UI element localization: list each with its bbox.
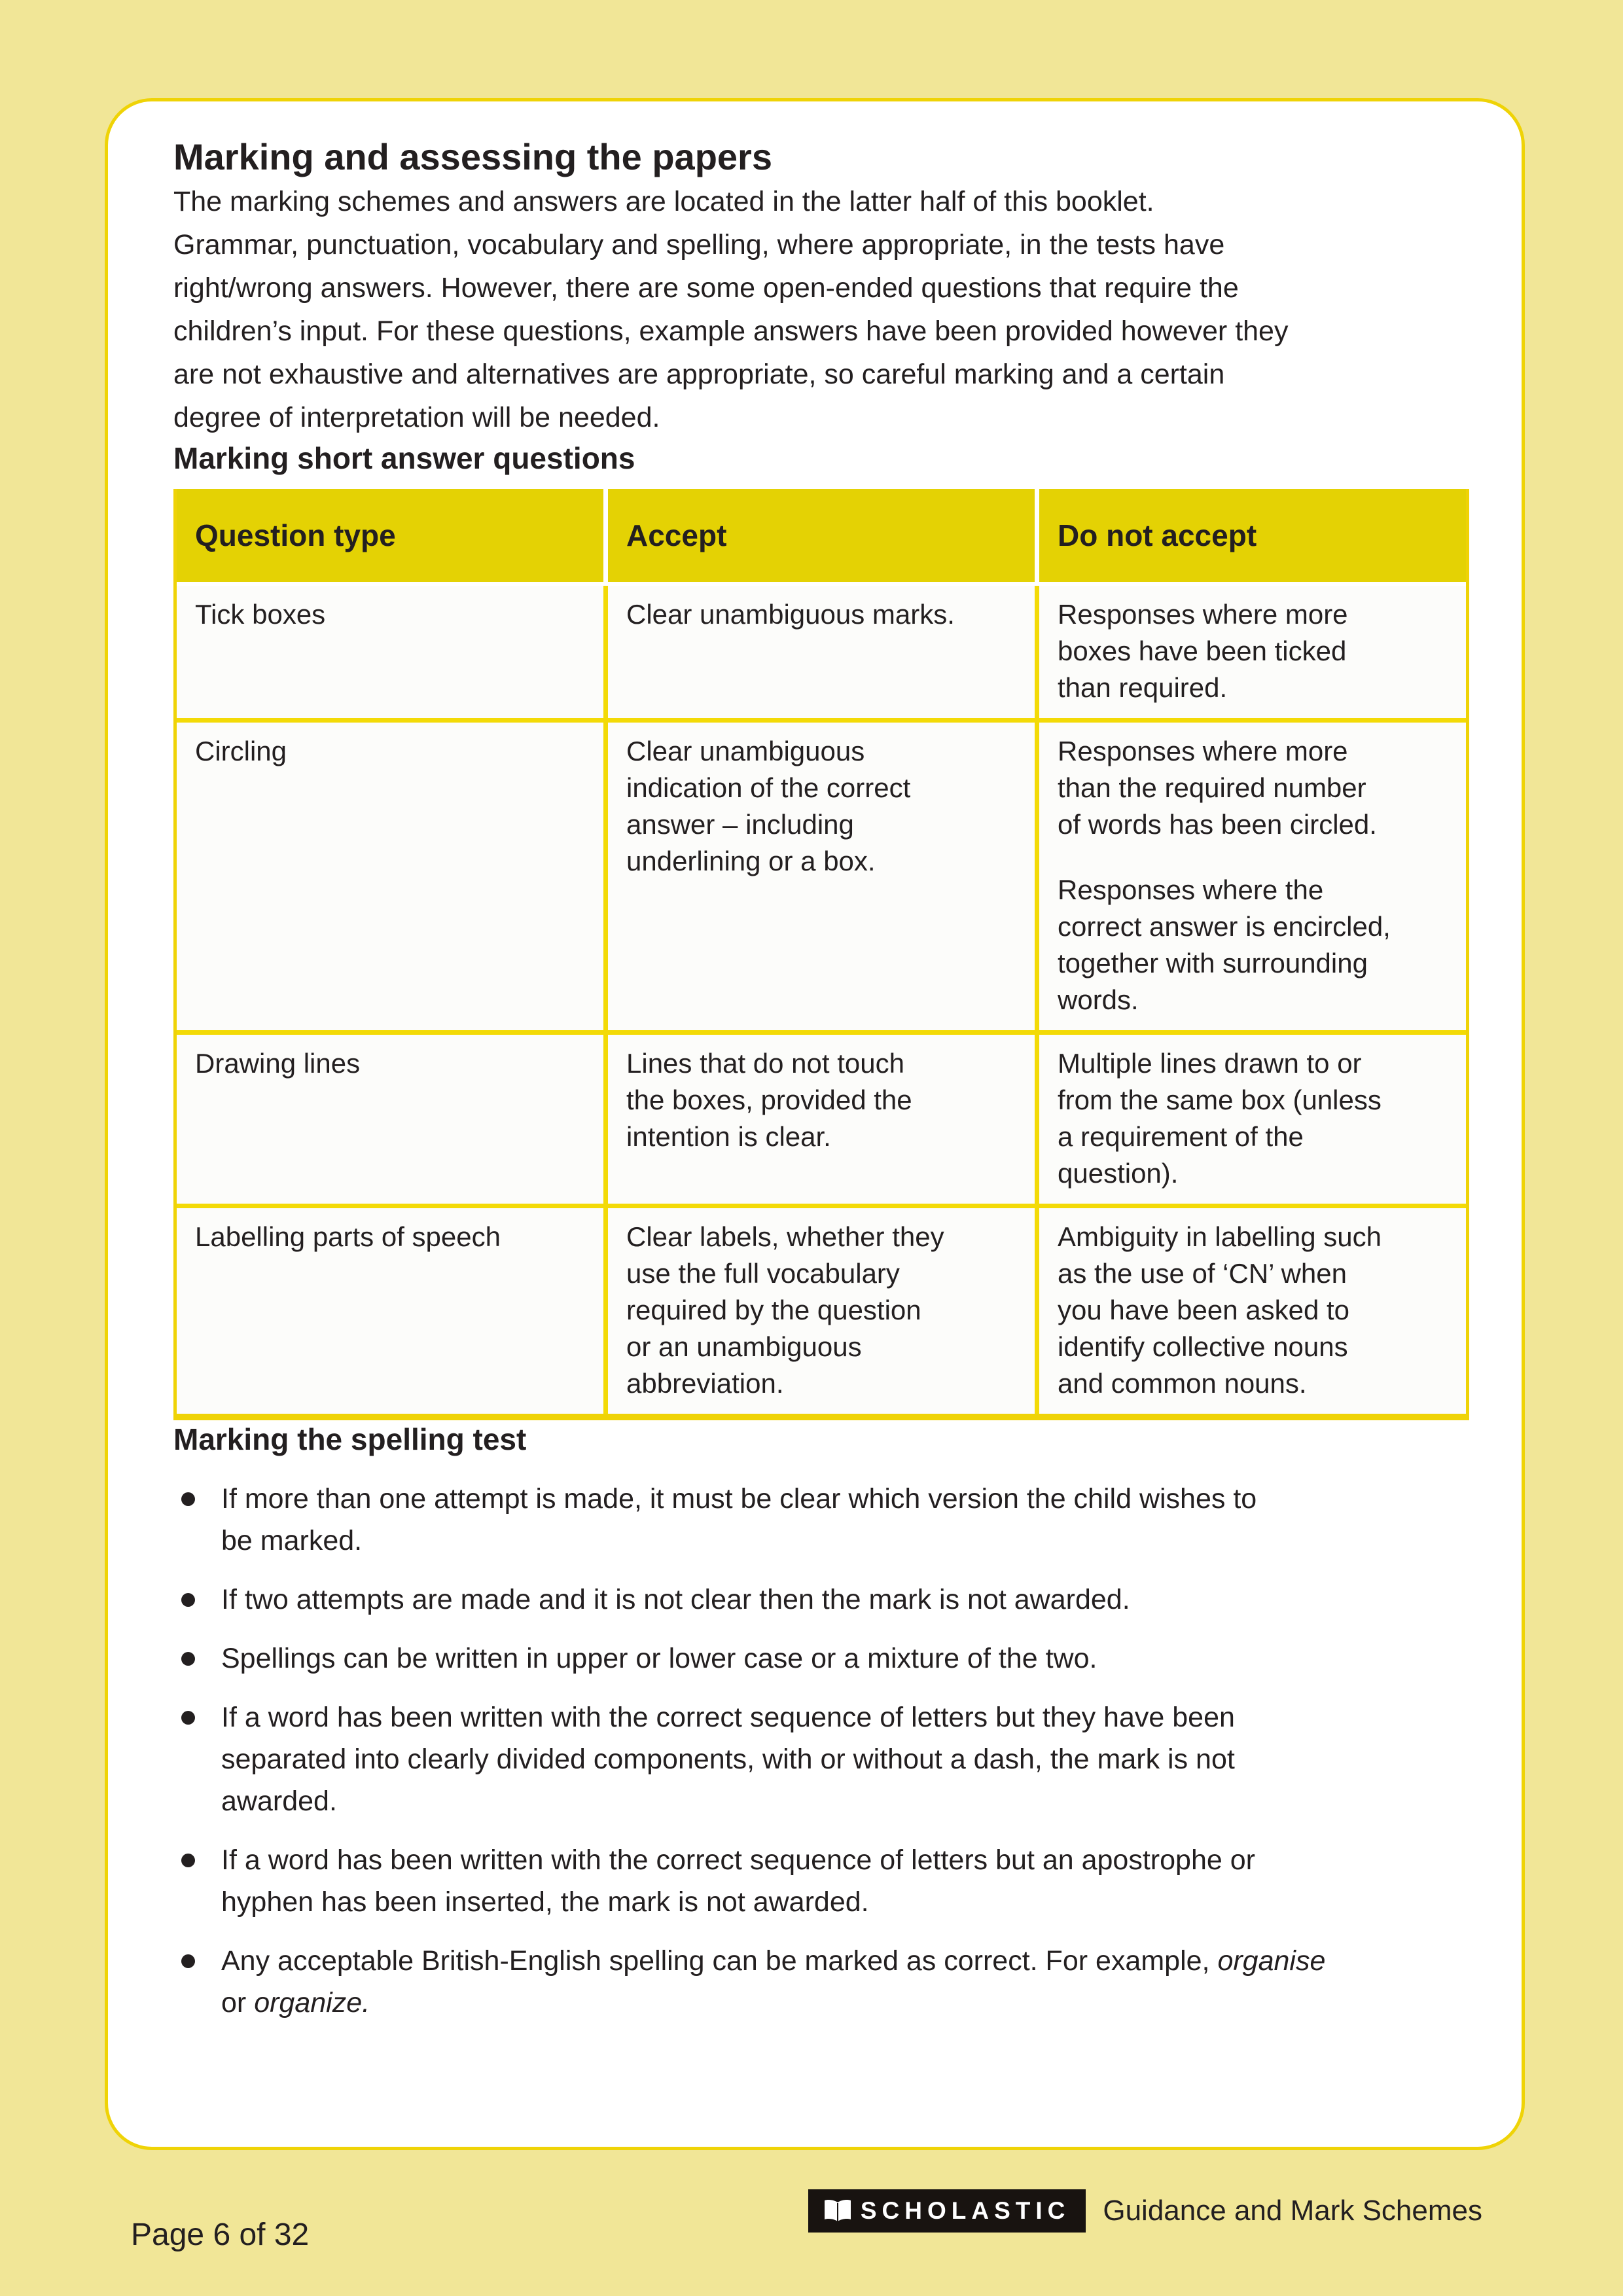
spelling-test-heading: Marking the spelling test [173, 1422, 527, 1456]
cell-accept [608, 1208, 1035, 1414]
scholastic-logo-text: SCHOLASTIC [860, 2197, 1071, 2224]
spelling-rule-item [173, 1579, 1469, 1621]
cell-paragraph: Tick boxes [195, 599, 326, 630]
spelling-rule-item [173, 1839, 1469, 1923]
marking-table [173, 489, 1469, 1420]
bullet-icon [181, 1854, 195, 1867]
header-do-not-accept: Do not accept [1039, 489, 1466, 582]
cell-paragraph: Ambiguity in labelling such as the use of ‘CN’ when you have been asked to identify collective nouns and common nouns. [1058, 1221, 1382, 1399]
cell-do-not-accept [1039, 1208, 1466, 1414]
cell-paragraph: Responses where more boxes have been ticked than required. [1058, 599, 1348, 703]
spelling-rule-item [173, 1638, 1469, 1679]
bullet-icon [181, 1593, 195, 1607]
italic-term: organise [1217, 1945, 1326, 1977]
cell-accept [608, 1035, 1035, 1204]
spelling-rule-text: If more than one attempt is made, it must be clear which version the child wishes to be marked. [221, 1483, 1257, 1556]
bullet-icon [181, 1652, 195, 1666]
cell-question-type [177, 1208, 603, 1414]
open-book-icon [824, 2198, 851, 2223]
page-title: Marking and assessing the papers [173, 136, 772, 177]
cell-do-not-accept [1039, 723, 1466, 1030]
bullet-icon [181, 1492, 195, 1506]
intro-paragraph-2: Grammar, punctuation, vocabulary and spelling, where appropriate, in the tests have right/wrong answers. However, there are some open-ended questions that require the children’s input. For these questions, example answers have been provided however they are not exhaustive and alternatives are appropriate, so careful marking and a certain degree of interpretation will be needed. [173, 229, 1289, 433]
footer-branding [808, 2189, 1482, 2233]
cell-paragraph: Drawing lines [195, 1048, 361, 1079]
spelling-rule-text: Any acceptable British-English spelling can be marked as correct. For example, organise or organize. [221, 1945, 1326, 2018]
spelling-rule-item [173, 1478, 1469, 1562]
table-header-row [177, 489, 1466, 586]
cell-do-not-accept [1039, 1035, 1466, 1204]
spelling-rule-text: If a word has been written with the correct sequence of letters but they have been separated into clearly divided components, with or without a dash, the mark is not awarded. [221, 1702, 1235, 1817]
spelling-rule-text: Spellings can be written in upper or lower case or a mixture of the two. [221, 1643, 1097, 1674]
table-row [177, 586, 1466, 718]
cell-accept [608, 723, 1035, 1030]
cell-paragraph: Lines that do not touch the boxes, provided the intention is clear. [626, 1048, 912, 1152]
bullet-icon [181, 1711, 195, 1725]
cell-question-type [177, 723, 603, 1030]
content-panel [105, 98, 1525, 2150]
cell-paragraph: Clear labels, whether they use the full vocabulary required by the question or an unambiguous abbreviation. [626, 1221, 944, 1399]
cell-paragraph: Multiple lines drawn to or from the same box (unless a requirement of the question). [1058, 1048, 1382, 1189]
spelling-rule-text: If a word has been written with the correct sequence of letters but an apostrophe or hyphen has been inserted, the mark is not awarded. [221, 1844, 1255, 1918]
document-label: Guidance and Mark Schemes [1103, 2195, 1482, 2227]
page-footer [0, 2189, 1623, 2253]
spelling-rule-item [173, 1940, 1469, 2024]
cell-paragraph: Labelling parts of speech [195, 1221, 501, 1252]
table-row [177, 1035, 1466, 1204]
header-question-type: Question type [177, 489, 603, 582]
bullet-icon [181, 1954, 195, 1968]
cell-paragraph: Circling [195, 736, 287, 766]
cell-accept [608, 586, 1035, 718]
cell-do-not-accept [1039, 586, 1466, 718]
intro-paragraph-1: The marking schemes and answers are located in the latter half of this booklet. [173, 186, 1154, 217]
table-row [177, 1208, 1466, 1414]
short-answer-heading: Marking short answer questions [173, 441, 635, 475]
table-body [177, 586, 1466, 1414]
cell-question-type [177, 586, 603, 718]
page-number: Page 6 of 32 [131, 2217, 310, 2252]
italic-term: organize. [254, 1987, 370, 2018]
spelling-rules-list [173, 1478, 1469, 2024]
table-row [177, 723, 1466, 1030]
spelling-rule-item [173, 1696, 1469, 1822]
scholastic-logo [808, 2189, 1086, 2233]
cell-paragraph: Clear unambiguous marks. [626, 599, 955, 630]
cell-question-type [177, 1035, 603, 1204]
cell-paragraph: Responses where more than the required number of words has been circled. [1058, 736, 1377, 840]
cell-paragraph: Clear unambiguous indication of the correct answer – including underlining or a box. [626, 736, 911, 876]
header-accept: Accept [608, 489, 1035, 582]
spelling-rule-text: If two attempts are made and it is not clear then the mark is not awarded. [221, 1584, 1130, 1615]
cell-paragraph: Responses where the correct answer is encircled, together with surrounding words. [1058, 874, 1391, 1015]
